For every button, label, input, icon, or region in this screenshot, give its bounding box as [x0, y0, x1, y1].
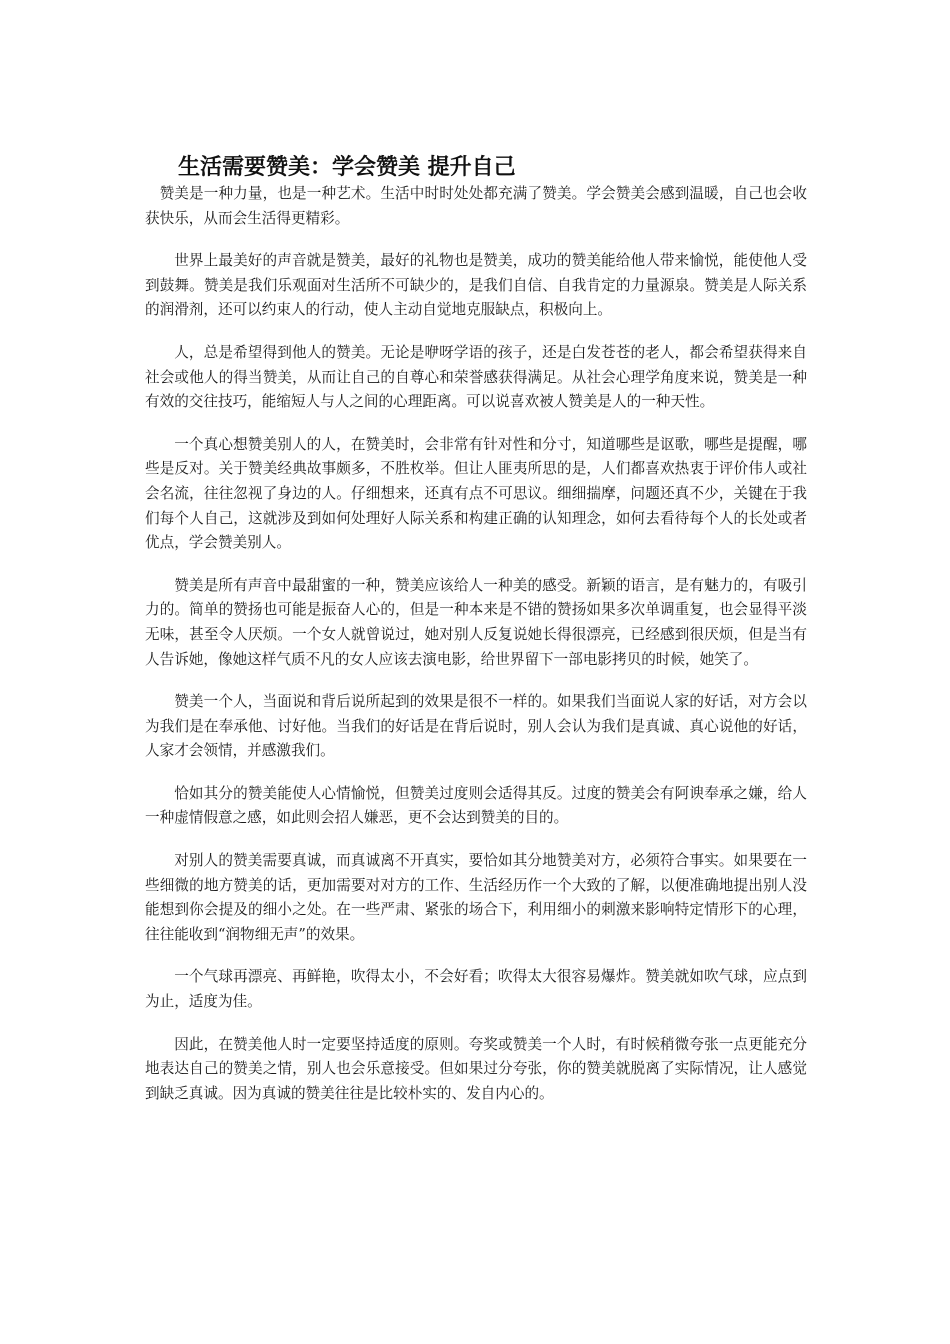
paragraph-10: 因此，在赞美他人时一定要坚持适度的原则。夸奖或赞美一个人时，有时候稍微夸张一点更能充分地表达自己的赞美之情，别人也会乐意接受。但如果过分夸张，你的赞美就脱离了实际情况，让人感觉到缺乏真诚。因为真诚的赞美往往是比较朴实的、发自内心的。 — [145, 1035, 807, 1102]
document-body — [145, 182, 807, 1124]
paragraph-8: 对别人的赞美需要真诚，而真诚离不开真实，要恰如其分地赞美对方，必须符合事实。如果要在一些细微的地方赞美的话，更加需要对对方的工作、生活经历作一个大致的了解，以便准确地提出别人没能想到你会提及的细小之处。在一些严肃、紧张的场合下，利用细小的刺激来影响特定情形下的心理，往往能收到“润物细无声”的效果。 — [145, 852, 807, 943]
paragraph-2: 世界上最美好的声音就是赞美，最好的礼物也是赞美，成功的赞美能给他人带来愉悦，能使他人受到鼓舞。赞美是我们乐观面对生活所不可缺少的，是我们自信、自我肯定的力量源泉。赞美是人际关系的润滑剂，还可以约束人的行动，使人主动自觉地克服缺点，积极向上。 — [145, 252, 807, 319]
paragraph-5: 赞美是所有声音中最甜蜜的一种，赞美应该给人一种美的感受。新颖的语言，是有魅力的，有吸引力的。简单的赞扬也可能是振奋人心的，但是一种本来是不错的赞扬如果多次单调重复，也会显得平淡无味，甚至令人厌烦。一个女人就曾说过，她对别人反复说她长得很漂亮，已经感到很厌烦，但是当有人告诉她，像她这样气质不凡的女人应该去演电影，给世界留下一部电影拷贝的时候，她笑了。 — [145, 576, 807, 668]
paragraph-7: 恰如其分的赞美能使人心情愉悦，但赞美过度则会适得其反。过度的赞美会有阿谀奉承之嫌，给人一种虚情假意之感，如此则会招人嫌恶，更不会达到赞美的目的。 — [145, 784, 807, 827]
paragraph-4: 一个真心想赞美别人的人，在赞美时，会非常有针对性和分寸，知道哪些是讴歌，哪些是提醒，哪些是反对。关于赞美经典故事颇多，不胜枚举。但让人匪夷所思的是，人们都喜欢热衷于评价伟人或社会名流，往往忽视了身边的人。仔细想来，还真有点不可思议。细细揣摩，问题还真不少，关键在于我们每个人自己，这就涉及到如何处理好人际关系和构建正确的认知理念，如何去看待每个人的长处或者优点，学会赞美别人。 — [145, 435, 807, 552]
paragraph-6: 赞美一个人，当面说和背后说所起到的效果是很不一样的。如果我们当面说人家的好话，对方会以为我们是在奉承他、讨好他。当我们的好话是在背后说时，别人会认为我们是真诚、真心说他的好话，人家才会领情，并感激我们。 — [145, 693, 807, 760]
document-title: 生活需要赞美：学会赞美 提升自己 — [178, 155, 516, 180]
paragraph-3: 人，总是希望得到他人的赞美。无论是咿呀学语的孩子，还是白发苍苍的老人，都会希望获得来自社会或他人的得当赞美，从而让自己的自尊心和荣誉感获得满足。从社会心理学角度来说，赞美是一种有效的交往技巧，能缩短人与人之间的心理距离。可以说喜欢被人赞美是人的一种天性。 — [145, 343, 807, 411]
paragraph-1: 赞美是一种力量，也是一种艺术。生活中时时处处都充满了赞美。学会赞美会感到温暖，自己也会收获快乐，从而会生活得更精彩。 — [145, 185, 807, 227]
paragraph-9: 一个气球再漂亮、再鲜艳，吹得太小，不会好看；吹得太大很容易爆炸。赞美就如吹气球，应点到为止，适度为佳。 — [145, 968, 807, 1011]
